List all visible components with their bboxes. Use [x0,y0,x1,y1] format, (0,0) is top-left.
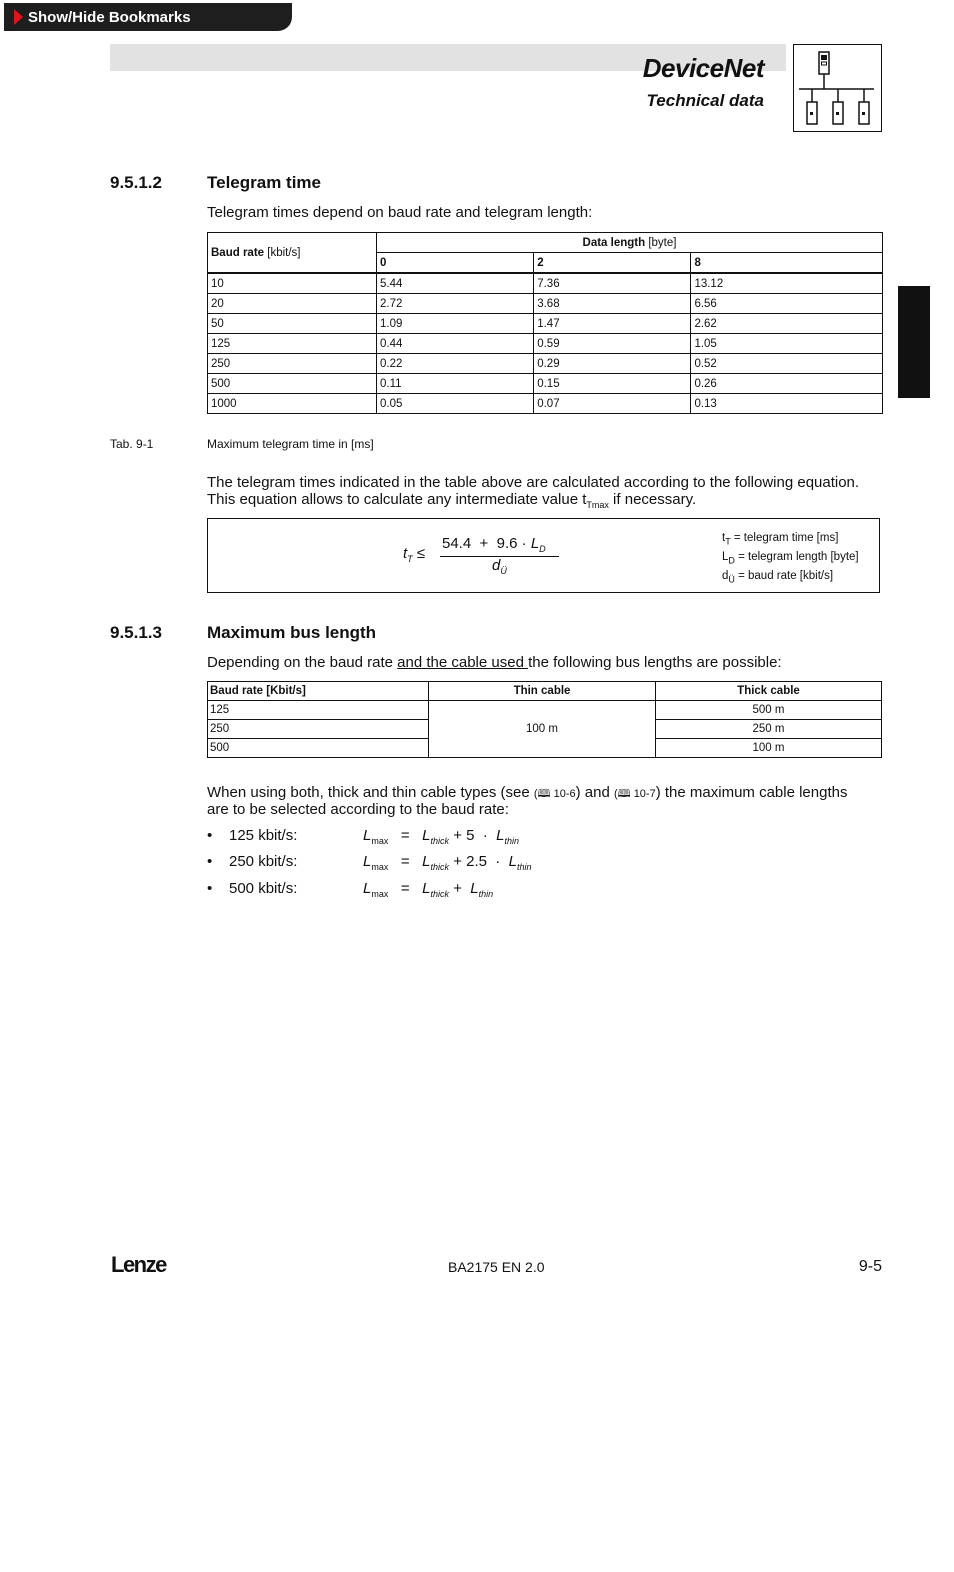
table-cell: 1.05 [691,334,883,354]
formula-box [207,518,880,593]
table-cell: 0.13 [691,394,883,414]
table-caption-number: Tab. 9-1 [110,437,154,451]
bullet-rate: 500 kbit/s: [229,880,298,897]
table-cell: 500 [208,739,429,758]
section-title: Telegram time [207,173,322,192]
table-cell: 125 [208,701,429,720]
table-cell: 3.68 [534,294,691,314]
table-cell: 0.05 [377,394,534,414]
book-icon: 🕮 [617,788,631,800]
baud-rate-header: Baud rate [kbit/s] [208,233,377,274]
triangle-right-icon [14,9,23,25]
table-cell: 500 m [656,701,882,720]
bullet-equation: $L_{max}$ = $L_{thick} + 2.5 \cdot L_{thin}$ [363,853,532,872]
table-cell: 125 [208,334,377,354]
bullet-rate: 125 kbit/s: [229,827,298,844]
chapter-tab-marker [898,286,930,398]
bullet: • [207,880,213,897]
table-cell: 0.11 [377,374,534,394]
section-number: 9.5.1.2 [110,173,162,192]
subheader-cell: 2 [534,253,691,274]
table-cell: 0.59 [534,334,691,354]
table-row [208,273,883,294]
table-cell: 1.09 [377,314,534,334]
table-cell: 0.15 [534,374,691,394]
table-row [208,314,883,334]
table-header-row [208,682,882,701]
table-cell: 0.26 [691,374,883,394]
table-row [208,394,883,414]
table-caption: Maximum telegram time in [ms] [207,437,374,451]
table-cell: 1000 [208,394,377,414]
explanation-line-1: The telegram times indicated in the table above are calculated according to the following equation. [207,474,860,491]
table-cell: 2.72 [377,294,534,314]
header-cell: Thin cable [429,682,656,701]
section-intro: Telegram times depend on baud rate and telegram length: [207,204,593,221]
bullet-equation: $L_{max}$ = $L_{thick} + 5 \cdot L_{thin}$ [363,827,519,846]
page-title: DeviceNet [642,53,764,83]
table-cell: 10 [208,273,377,294]
document-reference: BA2175 EN 2.0 [448,1259,545,1275]
bullet: • [207,827,213,844]
legend-item: $L_D$ = telegram length [byte] [722,550,859,566]
table-cell: 500 [208,374,377,394]
page-reference-link[interactable]: 10-7 [633,788,656,800]
network-topology-icon [793,44,882,132]
table-cell: 0.29 [534,354,691,374]
section-title: Maximum bus length [207,623,377,642]
bullet-rate: 250 kbit/s: [229,853,298,870]
table-cell: 1.47 [534,314,691,334]
page-reference-link[interactable]: 10-6 [553,788,576,800]
table-cell: 0.22 [377,354,534,374]
header-cell: Thick cable [656,682,882,701]
formula-legend [722,531,859,587]
header-cell: Baud rate [Kbit/s] [208,682,429,701]
table-cell: 250 [208,354,377,374]
page-subtitle: Technical data [646,91,764,110]
formula-denominator: $d_Ü$ [492,557,507,576]
table-cell: 50 [208,314,377,334]
cable-note-line-1: When using both, thick and thin cable types (see (🕮 10-6) and (🕮 10-7) the maximum cable lengths [207,784,848,801]
book-icon: 🕮 [537,788,551,800]
table-cell: 20 [208,294,377,314]
legend-item: $t_T$ = telegram time [ms] [722,532,839,547]
formula-lhs: $t_T$ ≤ [403,545,426,564]
table-row [208,294,883,314]
page-number: 9-5 [858,1258,882,1275]
subheader-cell: 0 [377,253,534,274]
table-row [208,701,882,720]
table-cell: 250 m [656,720,882,739]
section-number: 9.5.1.3 [110,623,162,642]
table-cell: 250 [208,720,429,739]
table-cell: 0.44 [377,334,534,354]
lenze-logo: Lenze [111,1252,166,1277]
bookmarks-button-label: Show/Hide Bookmarks [28,8,191,26]
explanation-line-2: This equation allows to calculate any intermediate value $t_{Tmax}$ if necessary. [207,491,697,510]
thin-cable-cell: 100 m [429,701,656,758]
table-cell: 100 m [656,739,882,758]
subheader-cell: 8 [691,253,883,274]
table-cell: 5.44 [377,273,534,294]
table-cell: 2.62 [691,314,883,334]
table-cell: 7.36 [534,273,691,294]
cable-note-line-2: are to be selected according to the baud rate: [207,801,509,818]
legend-item: $d_Ü$ = baud rate [kbit/s] [722,569,834,584]
table-cell: 0.07 [534,394,691,414]
bullet-equation: $L_{max}$ = $L_{thick} + L_{thin}$ [363,880,494,899]
table-cell: 13.12 [691,273,883,294]
table-cell: 0.52 [691,354,883,374]
show-hide-bookmarks-button[interactable] [4,3,292,31]
section-intro: Depending on the baud rate and the cable used the following bus lengths are possible: [207,654,782,671]
bullet: • [207,853,213,870]
table-row [208,374,883,394]
table-row [208,354,883,374]
table-cell: 6.56 [691,294,883,314]
bus-length-table [207,681,882,758]
telegram-time-table [207,232,883,414]
table-header-row [208,233,883,253]
table-row [208,334,883,354]
formula-numerator: $54.4 + 9.6 \cdot L_D$ [442,535,546,554]
data-length-header: Data length [byte] [377,233,883,253]
